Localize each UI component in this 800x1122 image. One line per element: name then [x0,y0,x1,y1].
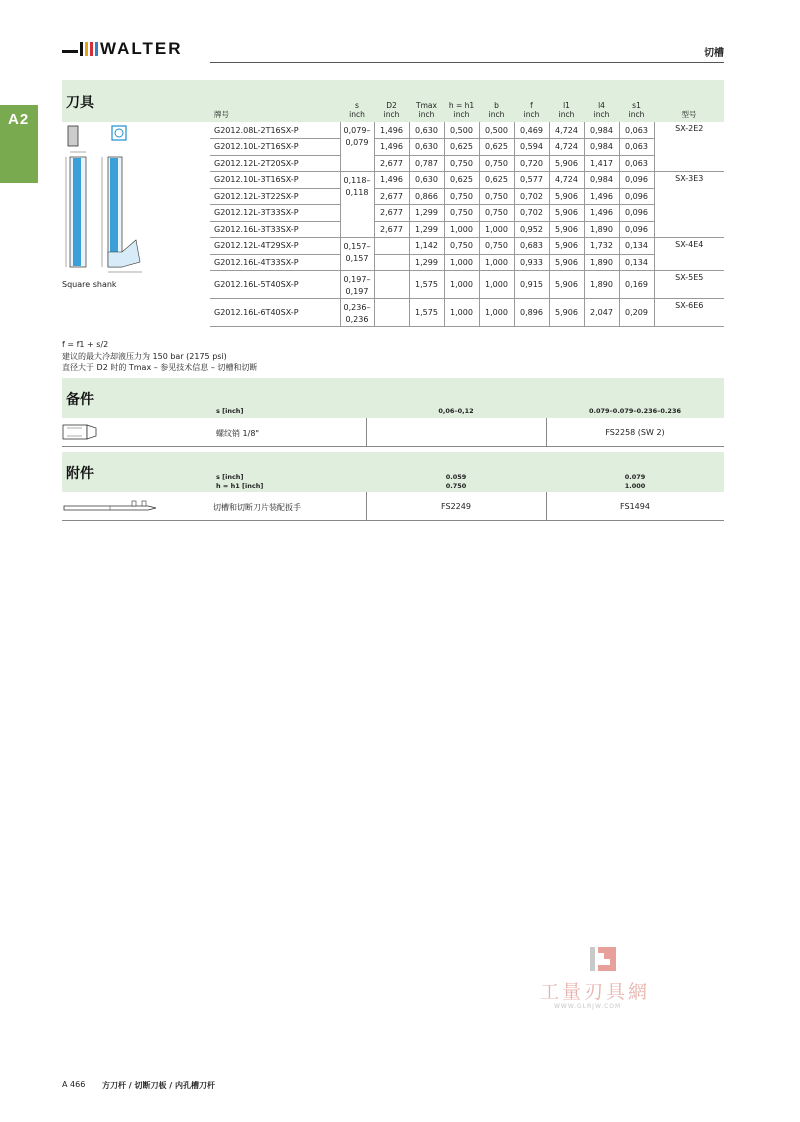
watermark-url: WWW.GLRJW.COM [554,1003,622,1010]
accessories-param1: s [inch] [216,473,244,481]
l4-cell: 0,984 [584,122,619,139]
designation-cell: G2012.16L-5T40SX-P [210,271,340,299]
d2-cell: 2,677 [374,221,409,238]
b-cell: 0,625 [479,172,514,189]
type-cell: SX-3E3 [654,172,724,238]
s-cell: 0,197–0,197 [340,271,374,299]
shank-side-view [102,157,142,272]
hh1-cell: 1,000 [444,299,479,327]
designation-cell: G2012.12L-2T20SX-P [210,155,340,172]
l4-cell: 1,496 [584,205,619,222]
logo-text: WALTER [100,39,183,58]
table-row [210,271,724,299]
l1-cell: 5,906 [549,205,584,222]
logo-mark-icon [62,38,102,60]
table-row [210,122,724,139]
f-cell: 0,469 [514,122,549,139]
l1-cell: 5,906 [549,238,584,255]
page-category: 切槽 [704,48,724,59]
b-cell: 0,750 [479,155,514,172]
accessories-divider-2 [546,492,547,520]
page-number: A 466 [62,1080,86,1089]
s1-cell: 0,063 [619,139,654,156]
l1-cell: 5,906 [549,221,584,238]
accessory-col1-value: FS2249 [441,502,471,511]
accessories-param2: h = h1 [inch] [216,482,264,490]
d2-cell: 2,677 [374,205,409,222]
l1-cell: 5,906 [549,188,584,205]
spare-parts-row-line [62,446,724,447]
designation-cell: G2012.16L-3T33SX-P [210,221,340,238]
tmax-cell: 1,575 [409,299,444,327]
tmax-cell: 0,630 [409,172,444,189]
accessory-col2-value: FS1494 [620,502,650,511]
table-row [210,188,724,205]
type-cell: SX-5E5 [654,271,724,299]
designation-cell: G2012.16L-6T40SX-P [210,299,340,327]
type-cell: SX-6E6 [654,299,724,327]
col-header-s: s inch [349,101,365,119]
f-cell: 0,702 [514,205,549,222]
accessories-col1-s: 0.059 [445,473,467,481]
d2-cell [374,299,409,327]
f-cell: 0,720 [514,155,549,172]
s1-cell: 0,134 [619,238,654,255]
hh1-cell: 0,500 [444,122,479,139]
accessories-col2-s: 0.079 [624,473,646,481]
s-cell: 0,157–0,157 [340,238,374,271]
watermark [540,945,670,1015]
hh1-cell: 0,750 [444,205,479,222]
tmax-cell: 0,630 [409,122,444,139]
d2-cell [374,254,409,271]
tool-drawing [62,122,208,282]
b-cell: 0,500 [479,122,514,139]
l1-cell: 4,724 [549,172,584,189]
f-cell: 0,952 [514,221,549,238]
designation-cell: G2012.10L-2T16SX-P [210,139,340,156]
shank-front-view [66,152,86,267]
table-row [210,299,724,327]
accessories-col2-h: 1.000 [624,482,646,490]
hh1-cell: 1,000 [444,254,479,271]
col-header-l4: l4 inch [593,101,610,119]
col-header-d2: D2 inch [383,101,400,119]
b-cell: 0,750 [479,188,514,205]
s-cell: 0,118–0,118 [340,172,374,238]
threaded-pin-icon [62,422,100,442]
hh1-cell: 1,000 [444,221,479,238]
table-row [210,205,724,222]
tmax-cell: 1,142 [409,238,444,255]
spare-part-col2-value: FS2258 (SW 2) [605,428,665,437]
s-cell: 0,236–0,236 [340,299,374,327]
l1-cell: 5,906 [549,155,584,172]
hh1-cell: 0,750 [444,155,479,172]
s1-cell: 0,096 [619,205,654,222]
b-cell: 1,000 [479,299,514,327]
col-header-b: b inch [488,101,505,119]
tools-section-title: 刀具 [66,95,94,111]
hh1-cell: 1,000 [444,271,479,299]
col-header-designation: 牌号 [214,110,229,119]
f-cell: 0,933 [514,254,549,271]
s1-cell: 0,063 [619,155,654,172]
accessory-item-label: 切槽和切断刀片装配扳手 [213,503,301,512]
table-row [210,172,724,189]
tmax-cell: 1,575 [409,271,444,299]
section-tab-label: A2 [8,111,30,128]
s1-cell: 0,096 [619,172,654,189]
watermark-logo-icon [586,945,620,975]
accessories-divider-1 [366,492,367,520]
square-shank-label: Square shank [62,280,117,289]
table-row [210,155,724,172]
watermark-text: 工量刃具網 [540,981,651,1003]
col-header-f: f inch [523,101,540,119]
spare-parts-divider-2 [546,418,547,446]
d2-cell: 1,496 [374,139,409,156]
l4-cell: 1,890 [584,271,619,299]
l1-cell: 4,724 [549,122,584,139]
hh1-cell: 0,750 [444,188,479,205]
b-cell: 1,000 [479,271,514,299]
designation-cell: G2012.12L-4T29SX-P [210,238,340,255]
tmax-cell: 1,299 [409,205,444,222]
s1-cell: 0,134 [619,254,654,271]
designation-cell: G2012.08L-2T16SX-P [210,122,340,139]
s-cell: 0,079–0,079 [340,122,374,172]
col-header-l1: l1 inch [558,101,575,119]
spare-part-item-label: 螺纹销 1/8" [216,429,260,438]
formula-note: f = f1 + s/2 [62,340,109,349]
l1-cell: 5,906 [549,299,584,327]
l4-cell: 1,890 [584,221,619,238]
header-rule [210,62,724,63]
tools-table-header [210,80,724,122]
col-header-s1: s1 inch [628,101,645,119]
l1-cell: 5,906 [549,254,584,271]
accessories-row-line [62,520,724,521]
b-cell: 1,000 [479,254,514,271]
b-cell: 0,750 [479,205,514,222]
tmax-cell: 0,866 [409,188,444,205]
walter-logo [62,38,197,60]
spare-parts-col2-header: 0.079–0.079–0.236–0.236 [589,407,681,415]
l4-cell: 1,496 [584,188,619,205]
designation-cell: G2012.10L-3T16SX-P [210,172,340,189]
s1-cell: 0,169 [619,271,654,299]
l1-cell: 5,906 [549,271,584,299]
designation-cell: G2012.12L-3T22SX-P [210,188,340,205]
d2-cell: 1,496 [374,172,409,189]
d2-cell [374,238,409,255]
s1-cell: 0,063 [619,122,654,139]
col-header-tmax: Tmax inch [416,101,437,119]
b-cell: 0,625 [479,139,514,156]
tmax-note: 直径大于 D2 时的 Tmax – 参见技术信息 – 切槽和切断 [62,363,258,372]
tmax-cell: 0,787 [409,155,444,172]
accessories-col1-h: 0.750 [445,482,467,490]
l1-cell: 4,724 [549,139,584,156]
designation-cell: G2012.16L-4T33SX-P [210,254,340,271]
spare-parts-title: 备件 [66,392,94,408]
d2-cell: 2,677 [374,188,409,205]
coolant-note: 建议的最大冷却液压力为 150 bar (2175 psi) [62,352,227,361]
col-header-hh1: h = h1 inch [448,101,475,119]
s1-cell: 0,096 [619,221,654,238]
l4-cell: 2,047 [584,299,619,327]
l4-cell: 0,984 [584,139,619,156]
l4-cell: 1,890 [584,254,619,271]
b-cell: 0,750 [479,238,514,255]
l4-cell: 1,732 [584,238,619,255]
tmax-cell: 1,299 [409,254,444,271]
table-row [210,238,724,255]
f-cell: 0,896 [514,299,549,327]
designation-cell: G2012.12L-3T33SX-P [210,205,340,222]
table-row [210,221,724,238]
hh1-cell: 0,750 [444,238,479,255]
hh1-cell: 0,625 [444,139,479,156]
section-tab[interactable] [0,105,38,183]
d2-cell: 1,496 [374,122,409,139]
f-cell: 0,683 [514,238,549,255]
b-cell: 1,000 [479,221,514,238]
s1-cell: 0,209 [619,299,654,327]
insert-icon [68,126,126,146]
accessories-title: 附件 [66,466,94,482]
col-header-type: 型号 [681,110,697,119]
tools-table [210,80,724,327]
table-row [210,254,724,271]
tmax-cell: 0,630 [409,139,444,156]
spare-parts-col1-header: 0,06–0,12 [438,407,474,415]
d2-cell [374,271,409,299]
l4-cell: 1,417 [584,155,619,172]
l4-cell: 0,984 [584,172,619,189]
d2-cell: 2,677 [374,155,409,172]
hh1-cell: 0,625 [444,172,479,189]
f-cell: 0,915 [514,271,549,299]
tmax-cell: 1,299 [409,221,444,238]
table-row [210,139,724,156]
wrench-icon [60,496,160,518]
type-cell: SX-4E4 [654,238,724,271]
footer-text: 方刀杆 / 切断刀板 / 内孔槽刀杆 [102,1081,215,1090]
f-cell: 0,594 [514,139,549,156]
spare-parts-divider-1 [366,418,367,446]
s1-cell: 0,096 [619,188,654,205]
f-cell: 0,702 [514,188,549,205]
spare-parts-param: s [inch] [216,407,244,415]
f-cell: 0,577 [514,172,549,189]
type-cell: SX-2E2 [654,122,724,172]
